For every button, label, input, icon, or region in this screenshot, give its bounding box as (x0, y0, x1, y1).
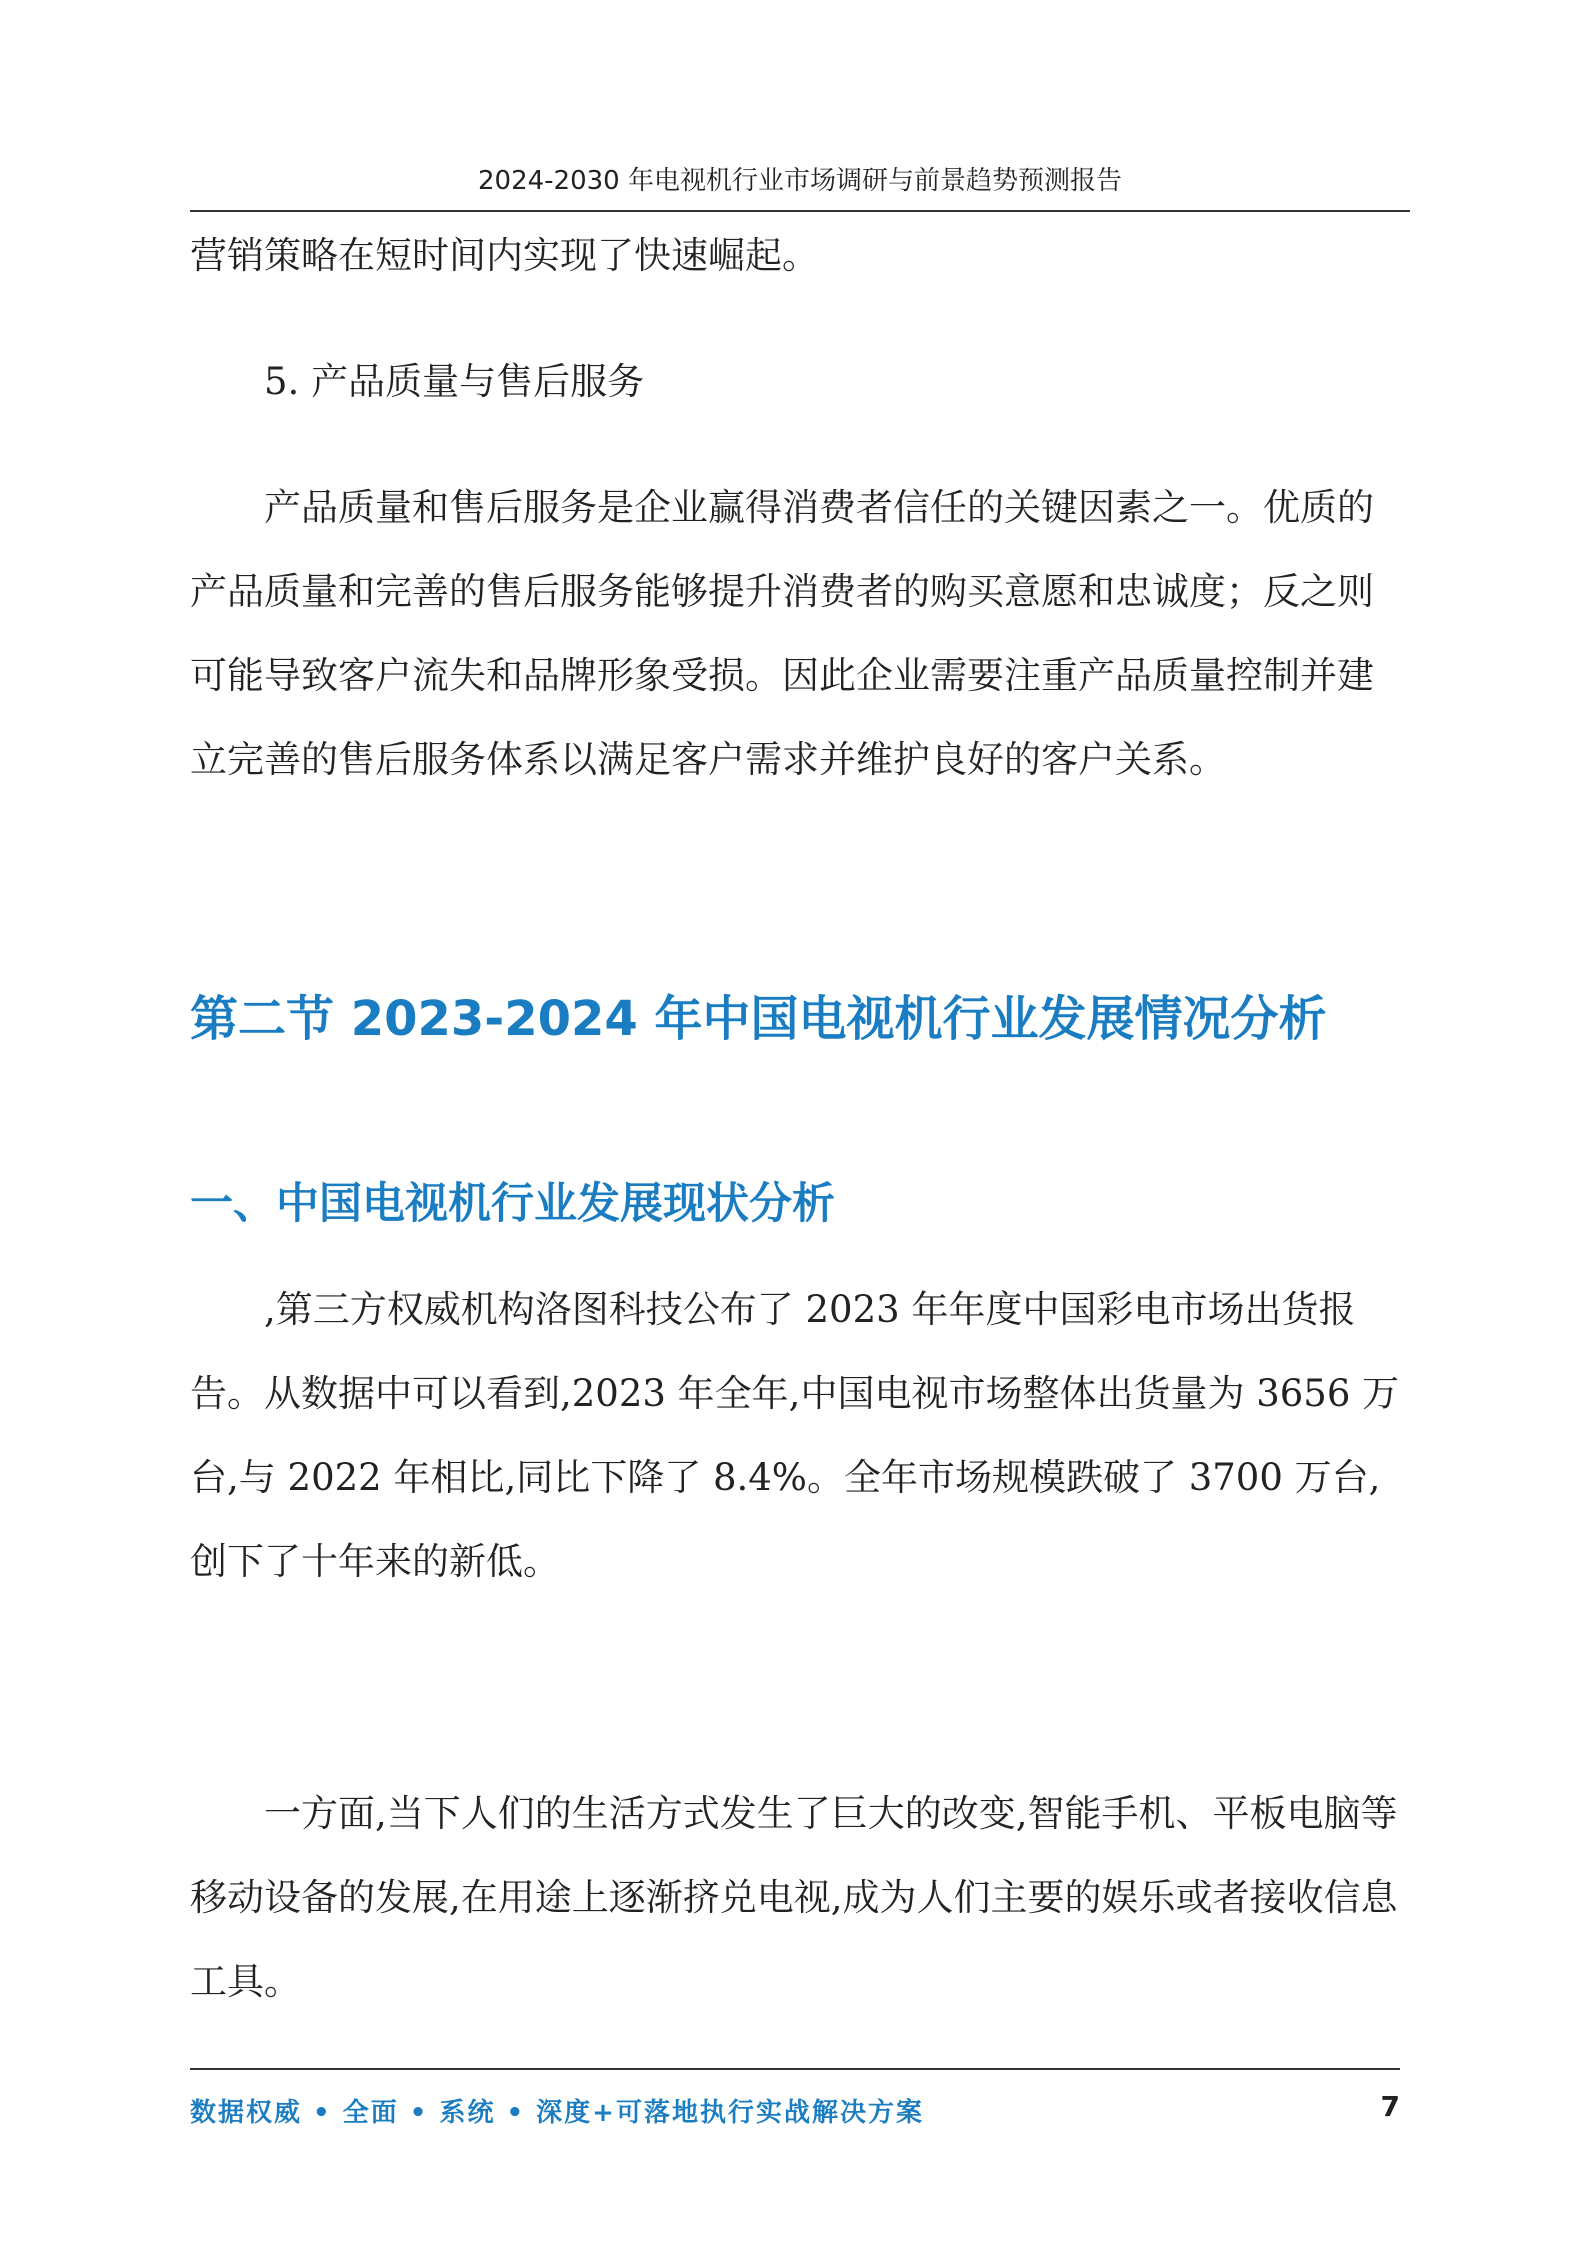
item-paragraph: 产品质量和售后服务是企业赢得消费者信任的关键因素之一。优质的产品质量和完善的售后服务能够提升消费者的购买意愿和忠诚度；反之则可能导致客户流失和品牌形象受损。因此企业需要注重产品质量控制并建立完善的售后服务体系以满足客户需求并维护良好的客户关系。 (190, 486, 1374, 781)
header-divider (190, 210, 1410, 212)
continuation-paragraph: 营销策略在短时间内实现了快速崛起。 (190, 234, 819, 277)
paragraph-market-report: ,第三方权威机构洛图科技公布了 2023 年年度中国彩电市场出货报告。从数据中可以看到,2023 年全年,中国电视市场整体出货量为 3656 万台,与 2022 年相比,同比下降了 8.4%。全年市场规模跌破了 3700 万台,创下了十年来的新低。 (190, 1288, 1400, 1583)
paragraph-lifestyle-change: 一方面,当下人们的生活方式发生了巨大的改变,智能手机、平板电脑等移动设备的发展,在用途上逐渐挤兑电视,成为人们主要的娱乐或者接收信息工具。 (190, 1792, 1398, 2003)
subsection-title: 一、中国电视机行业发展现状分析 (190, 1179, 835, 1229)
item-title: 5. 产品质量与售后服务 (264, 360, 645, 403)
footer-divider (190, 2068, 1400, 2070)
page-header-title: 2024-2030 年电视机行业市场调研与前景趋势预测报告 (478, 166, 1122, 196)
footer-slogan: 数据权威 • 全面 • 系统 • 深度+可落地执行实战解决方案 (190, 2098, 924, 2128)
page-number: 7 (1380, 2090, 1400, 2123)
section-title: 第二节 2023-2024 年中国电视机行业发展情况分析 (190, 991, 1327, 1047)
